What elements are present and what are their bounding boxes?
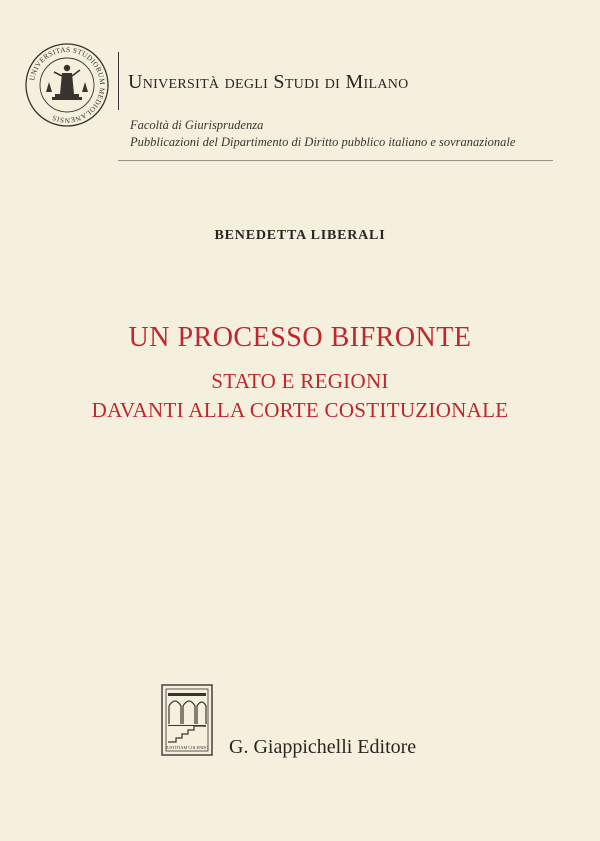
subtitle-line-2: DAVANTI ALLA CORTE COSTITUZIONALE xyxy=(91,398,509,422)
university-name: Università degli Studi di Milano xyxy=(128,71,409,93)
book-title: UN PROCESSO BIFRONTE xyxy=(128,322,472,353)
author-name: BENEDETTA LIBERALI xyxy=(214,228,386,243)
seal-text: UNIVERSITAS STUDIORUM MEDIOLANENSIS xyxy=(28,45,107,125)
header-divider-horizontal xyxy=(118,160,553,161)
department-publications: Pubblicazioni del Dipartimento di Diritto pubblico italiano e sovranazionale xyxy=(130,135,516,149)
book-subtitle xyxy=(0,367,600,425)
faculty-block xyxy=(130,117,515,151)
publisher-logo-icon xyxy=(161,684,213,756)
faculty-name: Facoltà di Giurisprudenza xyxy=(130,118,264,132)
university-seal-icon xyxy=(24,42,110,128)
header-divider-vertical xyxy=(118,52,119,110)
logo-motto: IUSTITIAM COLENDO xyxy=(165,745,209,750)
publisher-name: G. Giappichelli Editore xyxy=(229,736,417,758)
subtitle-line-1: STATO E REGIONI xyxy=(211,369,389,393)
